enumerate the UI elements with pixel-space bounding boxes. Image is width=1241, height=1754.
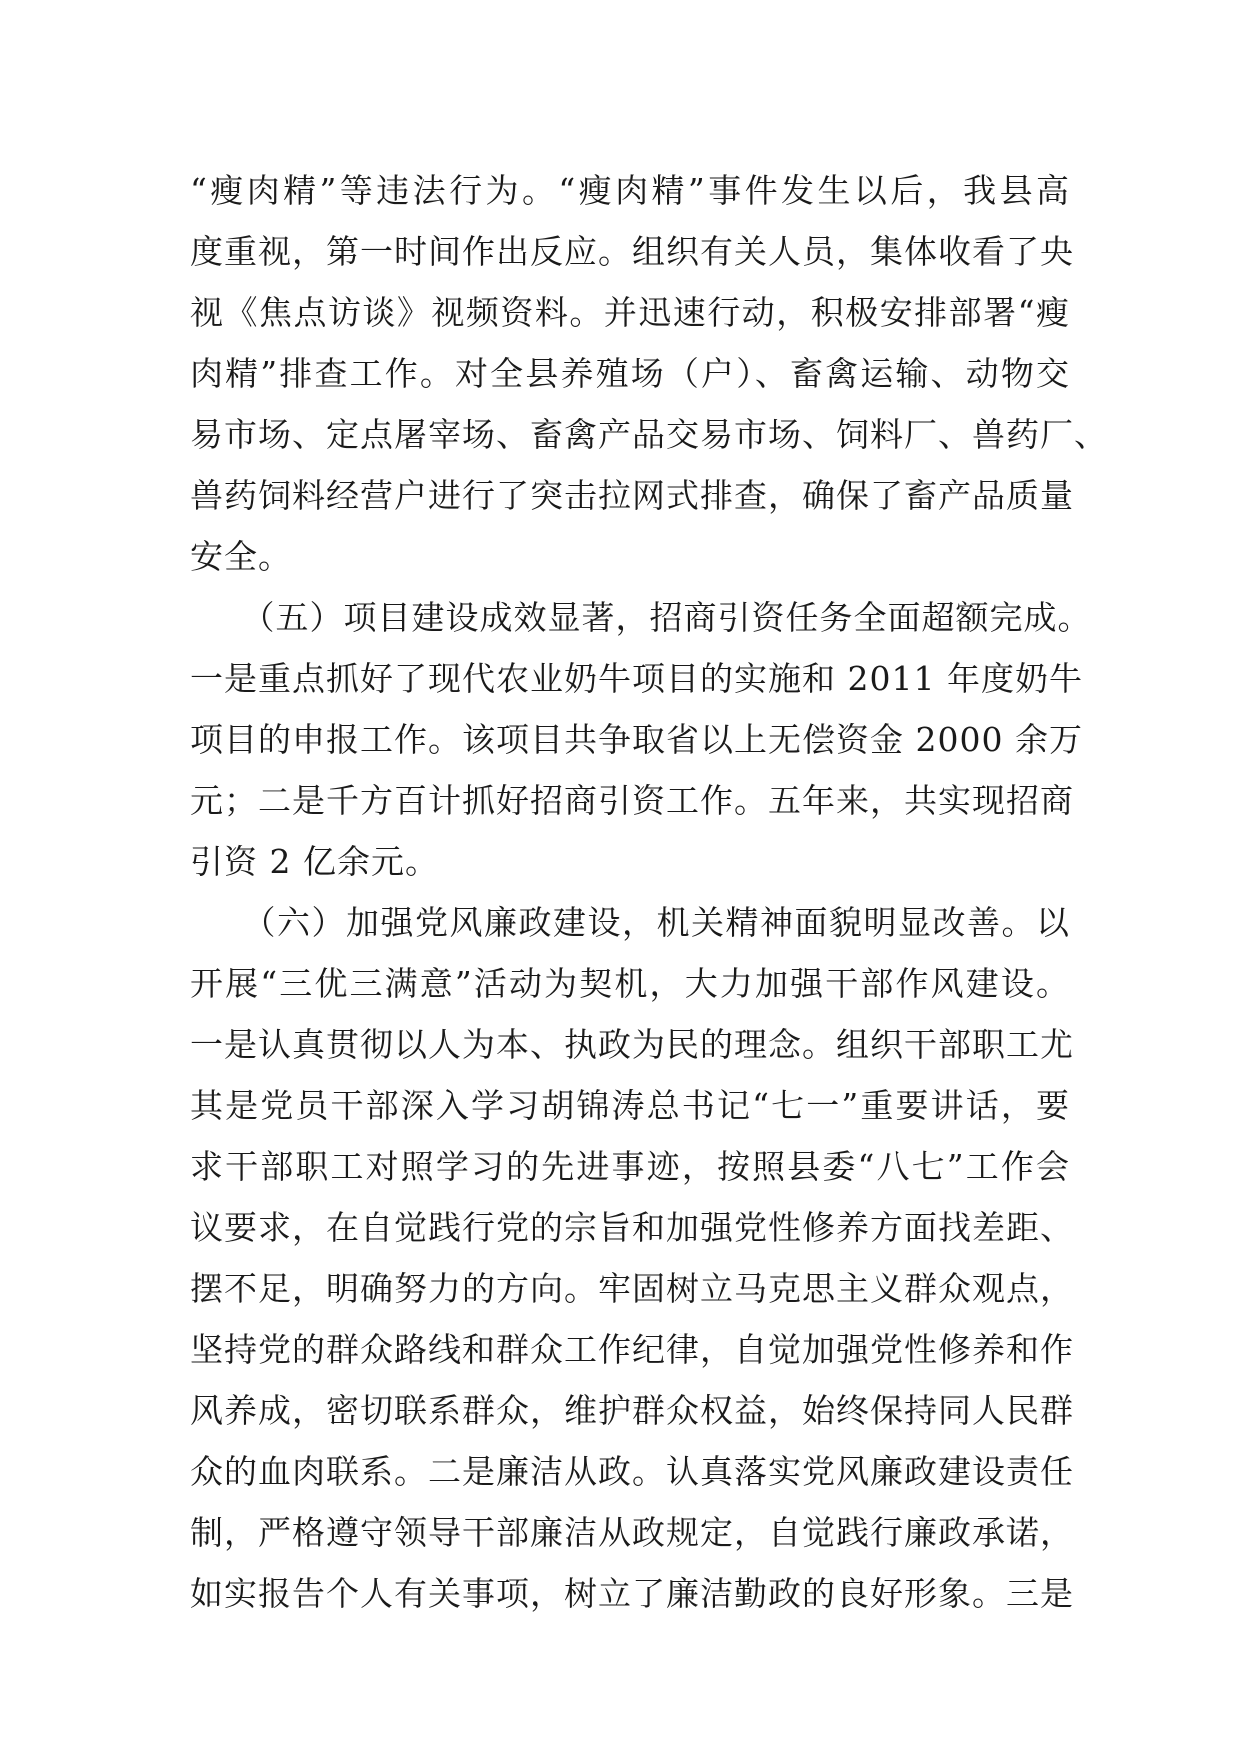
text-line: 引资 2 亿余元。 <box>190 842 439 881</box>
text-line: 议要求，在自觉践行党的宗旨和加强党性修养方面找差距、 <box>190 1208 1074 1247</box>
text-line: 肉精”排查工作。对全县养殖场（户）、畜禽运输、动物交 <box>190 354 1070 393</box>
text-line: 坚持党的群众路线和群众工作纪律，自觉加强党性修养和作 <box>190 1330 1074 1369</box>
text-line: 元；二是千方百计抓好招商引资工作。五年来，共实现招商 <box>190 781 1074 820</box>
text-line: 兽药饲料经营户进行了突击拉网式排查，确保了畜产品质量 <box>190 476 1074 515</box>
text-line: 项目的申报工作。该项目共争取省以上无偿资金 2000 余万 <box>190 720 1083 759</box>
text-line: 一是认真贯彻以人为本、执政为民的理念。组织干部职工尤 <box>190 1025 1074 1064</box>
text-line: 视《焦点访谈》视频资料。并迅速行动，积极安排部署“瘦 <box>190 293 1070 332</box>
body-text <box>190 160 1108 1624</box>
section-heading-line: （六）加强党风廉政建设，机关精神面貌明显改善。以 <box>190 903 1070 942</box>
text-line: 易市场、定点屠宰场、畜禽产品交易市场、饲料厂、兽药厂、 <box>190 415 1108 454</box>
text-line: 制，严格遵守领导干部廉洁从政规定，自觉践行廉政承诺， <box>190 1513 1074 1552</box>
text-line: 众的血肉联系。二是廉洁从政。认真落实党风廉政建设责任 <box>190 1452 1074 1491</box>
text-line: 其是党员干部深入学习胡锦涛总书记“七一”重要讲话，要 <box>190 1086 1070 1125</box>
section-heading-line: （五）项目建设成效显著，招商引资任务全面超额完成。 <box>190 598 1092 637</box>
text-line: 风养成，密切联系群众，维护群众权益，始终保持同人民群 <box>190 1391 1074 1430</box>
text-line: 摆不足，明确努力的方向。牢固树立马克思主义群众观点， <box>190 1269 1074 1308</box>
text-line: 求干部职工对照学习的先进事迹，按照县委“八七”工作会 <box>190 1147 1070 1186</box>
text-line: 如实报告个人有关事项，树立了廉洁勤政的良好形象。三是 <box>190 1574 1074 1613</box>
text-line: 安全。 <box>190 537 292 576</box>
text-line: “瘦肉精”等违法行为。“瘦肉精”事件发生以后，我县高 <box>190 171 1070 210</box>
text-line: 一是重点抓好了现代农业奶牛项目的实施和 2011 年度奶牛 <box>190 659 1083 698</box>
text-line: 度重视，第一时间作出反应。组织有关人员，集体收看了央 <box>190 232 1074 271</box>
text-line: 开展“三优三满意”活动为契机，大力加强干部作风建设。 <box>190 964 1070 1003</box>
